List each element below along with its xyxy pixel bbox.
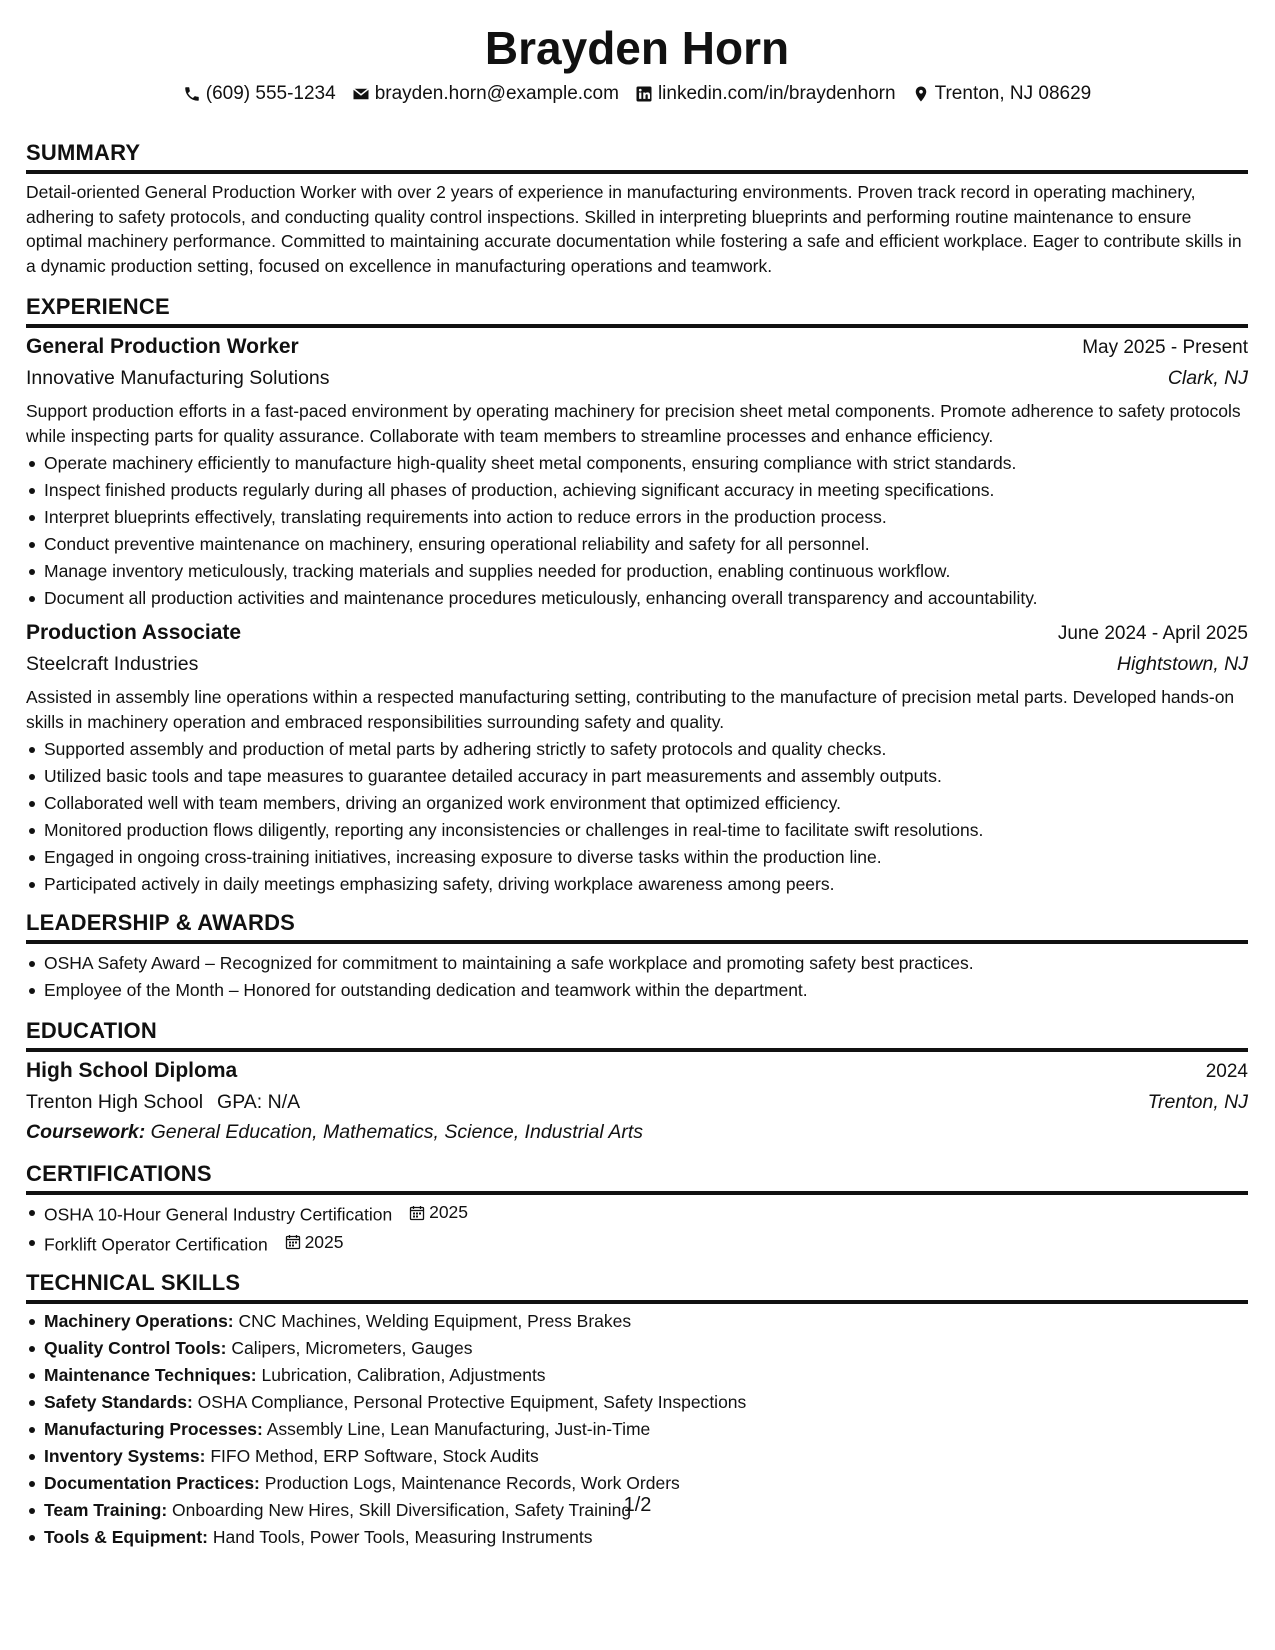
- list-item: OSHA Safety Award – Recognized for commitment to maintaining a safe workplace and promoting safety best practices.: [44, 950, 1248, 977]
- skill-label: Tools & Equipment:: [44, 1527, 208, 1547]
- map-pin-icon: [912, 85, 930, 103]
- coursework-line: [26, 1117, 1248, 1147]
- skill-item: [44, 1416, 1248, 1443]
- job-location: Hightstown, NJ: [1116, 653, 1248, 675]
- school-name: Trenton High School: [26, 1091, 204, 1113]
- linkedin-text[interactable]: linkedin.com/in/braydenhorn: [657, 83, 896, 104]
- contact-bar: [26, 80, 1248, 108]
- envelope-icon: [352, 85, 370, 103]
- job-description: Assisted in assembly line operations within a respected manufacturing setting, contributing to the manufacture of precision metal parts. Developed hands-on skills in machinery operation and embraced responsibilities surrounding safety and quality.: [26, 687, 1235, 732]
- skill-item: [44, 1443, 1248, 1470]
- certifications-section: [26, 1161, 1248, 1258]
- skill-value: Onboarding New Hires, Skill Diversification, Safety Training: [172, 1500, 632, 1520]
- skill-label: Quality Control Tools:: [44, 1338, 227, 1358]
- experience-heading: EXPERIENCE: [26, 294, 1248, 328]
- resume-page: [26, 0, 1248, 1551]
- page-number: 1/2: [623, 1494, 652, 1516]
- job-entry: [26, 332, 1248, 612]
- candidate-name: Brayden Horn: [484, 22, 790, 74]
- calendar-icon: [285, 1234, 301, 1250]
- skill-value: Calipers, Micrometers, Gauges: [231, 1338, 473, 1358]
- contact-linkedin[interactable]: [635, 83, 896, 105]
- list-item: Participated actively in daily meetings emphasizing safety, driving workplace awareness among peers.: [44, 871, 1248, 898]
- skill-label: Team Training:: [44, 1500, 168, 1520]
- skill-item: [44, 1389, 1248, 1416]
- skill-value: FIFO Method, ERP Software, Stock Audits: [210, 1446, 539, 1466]
- job-location: Clark, NJ: [1167, 367, 1248, 389]
- skill-item: [44, 1524, 1248, 1551]
- degree-title: High School Diploma: [26, 1059, 238, 1082]
- skill-value: Production Logs, Maintenance Records, Work Orders: [264, 1473, 680, 1493]
- list-item: Inspect finished products regularly during all phases of production, achieving significant accuracy in meeting specifications.: [44, 477, 1248, 504]
- cert-name: Forklift Operator Certification: [44, 1234, 268, 1254]
- skill-label: Safety Standards:: [44, 1392, 193, 1412]
- skills-heading: TECHNICAL SKILLS: [26, 1270, 1248, 1304]
- skill-label: Maintenance Techniques:: [44, 1365, 257, 1385]
- leadership-section: [26, 910, 1248, 1004]
- skill-value: Assembly Line, Lean Manufacturing, Just-in-Time: [266, 1419, 651, 1439]
- summary-section: [26, 140, 1248, 278]
- experience-section: [26, 294, 1248, 898]
- skill-item: [44, 1335, 1248, 1362]
- certifications-heading: CERTIFICATIONS: [26, 1161, 1248, 1195]
- job-company: Innovative Manufacturing Solutions: [26, 367, 330, 389]
- phone-text: (609) 555-1234: [205, 83, 336, 104]
- location-text: Trenton, NJ 08629: [934, 83, 1092, 104]
- list-item: Document all production activities and maintenance procedures meticulously, enhancing overall transparency and accountability.: [44, 585, 1248, 612]
- list-item: Employee of the Month – Honored for outstanding dedication and teamwork within the department.: [44, 977, 1248, 1004]
- list-item: Utilized basic tools and tape measures to guarantee detailed accuracy in part measurements and assembly outputs.: [44, 763, 1248, 790]
- skill-label: Manufacturing Processes:: [44, 1419, 263, 1439]
- skill-label: Machinery Operations:: [44, 1311, 234, 1331]
- list-item: [44, 1229, 1248, 1259]
- contact-email[interactable]: [352, 83, 619, 105]
- skill-item: [44, 1362, 1248, 1389]
- job-description: Support production efforts in a fast-paced environment by operating machinery for precision sheet metal components. Promote adherence to safety protocols while inspecting parts for quality assurance. Collaborate with team members to streamline processes and enhance efficiency.: [26, 401, 1241, 446]
- job-bullets: [26, 736, 1248, 898]
- list-item: Monitored production flows diligently, reporting any inconsistencies or challenges in real-time to facilitate swift resolutions.: [44, 817, 1248, 844]
- cert-date: [285, 1229, 344, 1256]
- coursework-label: Coursework:: [26, 1121, 146, 1143]
- summary-text: Detail-oriented General Production Worker with over 2 years of experience in manufacturing environments. Proven track record in operating machinery, adhering to safety protocols, and conducting quality control inspections. Skilled in interpreting blueprints and performing routine maintenance to ensure optimal machinery performance. Committed to maintaining accurate documentation while fostering a safe and efficient workplace. Eager to contribute skills in a dynamic production setting, focused on excellence in manufacturing operations and teamwork.: [26, 182, 1242, 276]
- skill-label: Inventory Systems:: [44, 1446, 206, 1466]
- contact-phone: [183, 83, 336, 105]
- list-item: Collaborated well with team members, driving an organized work environment that optimized efficiency.: [44, 790, 1248, 817]
- list-item: Supported assembly and production of metal parts by adhering strictly to safety protocols and quality checks.: [44, 736, 1248, 763]
- phone-icon: [183, 85, 201, 103]
- contact-location: [912, 83, 1092, 105]
- job-title: General Production Worker: [26, 335, 299, 358]
- linkedin-icon: [635, 85, 653, 103]
- leadership-heading: LEADERSHIP & AWARDS: [26, 910, 1248, 944]
- list-item: Engaged in ongoing cross-training initiatives, increasing exposure to diverse tasks within the production line.: [44, 844, 1248, 871]
- cert-year: 2025: [304, 1231, 344, 1252]
- skill-value: Lubrication, Calibration, Adjustments: [261, 1365, 546, 1385]
- job-date: June 2024 - April 2025: [1057, 623, 1248, 644]
- job-title: Production Associate: [26, 621, 242, 644]
- cert-year: 2025: [429, 1202, 469, 1222]
- summary-heading: SUMMARY: [26, 140, 1248, 174]
- list-item: Operate machinery efficiently to manufacture high-quality sheet metal components, ensuring compliance with strict standards.: [44, 450, 1248, 477]
- skill-label: Documentation Practices:: [44, 1473, 260, 1493]
- job-entry: [26, 618, 1248, 898]
- skill-item: [44, 1308, 1248, 1335]
- skill-item: [44, 1470, 1248, 1497]
- education-section: [26, 1018, 1248, 1147]
- job-company: Steelcraft Industries: [26, 653, 199, 675]
- list-item: Manage inventory meticulously, tracking materials and supplies needed for production, enabling continuous workflow.: [44, 558, 1248, 585]
- email-text[interactable]: brayden.horn@example.com: [374, 83, 619, 104]
- job-bullets: [26, 450, 1248, 612]
- calendar-icon: [409, 1205, 425, 1221]
- school-location: Trenton, NJ: [1147, 1091, 1248, 1113]
- list-item: Interpret blueprints effectively, translating requirements into action to reduce errors in the production process.: [44, 504, 1248, 531]
- skill-value: CNC Machines, Welding Equipment, Press Brakes: [238, 1311, 632, 1331]
- job-date: May 2025 - Present: [1082, 337, 1248, 358]
- skill-value: Hand Tools, Power Tools, Measuring Instruments: [212, 1527, 593, 1547]
- certifications-list: [26, 1199, 1248, 1258]
- skill-value: OSHA Compliance, Personal Protective Equipment, Safety Inspections: [197, 1392, 747, 1412]
- cert-date: [409, 1199, 468, 1226]
- education-year: 2024: [1205, 1061, 1248, 1082]
- list-item: Conduct preventive maintenance on machinery, ensuring operational reliability and safety for all personnel.: [44, 531, 1248, 558]
- cert-name: OSHA 10-Hour General Industry Certification: [44, 1204, 393, 1225]
- school-line: [26, 1087, 300, 1117]
- coursework-text: General Education, Mathematics, Science, Industrial Arts: [150, 1121, 644, 1143]
- gpa-text: GPA: N/A: [217, 1091, 301, 1113]
- leadership-list: [26, 950, 1248, 1004]
- education-heading: EDUCATION: [26, 1018, 1248, 1052]
- list-item: [44, 1199, 1248, 1229]
